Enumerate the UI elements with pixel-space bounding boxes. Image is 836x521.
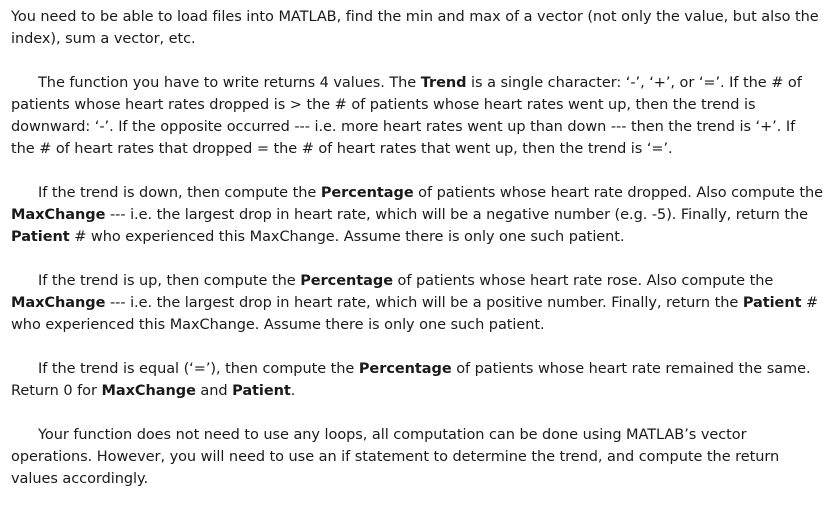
paragraph-trend — [11, 72, 823, 160]
bold-term: MaxChange — [11, 207, 106, 223]
text-run: If the trend is down, then compute the — [38, 185, 321, 201]
text-run: Your function does not need to use any loops, all computation can be done using MATLAB’s vector operations. However, you will need to use an if statement to determine the trend, and compute the return values accordingly. — [11, 427, 780, 487]
text-run: --- i.e. the largest drop in heart rate, which will be a negative number (e.g. -5). Finally, return the — [105, 207, 808, 223]
text-run: If the trend is equal (‘=’), then compute the — [38, 361, 359, 377]
text-run: is a single character: ‘-’, ‘+’, or ‘=’. If the # of patients whose heart rates dropped is > the # of patients whose heart rates went up, then the trend is downward: ‘-’. If the opposite occurred --- i.e. more heart rates went up than down --- then the trend is ‘+’. If the # of heart rates that dropped = the # of heart rates that went up, then the trend is ‘=’. — [11, 75, 802, 157]
bold-term: Patient — [232, 383, 291, 399]
text-run: # who experienced this MaxChange. Assume there is only one such patient. — [11, 295, 819, 333]
text-run: . — [290, 383, 296, 399]
text-run: and — [195, 383, 233, 399]
text-run: of patients whose heart rate rose. Also compute the — [392, 273, 774, 289]
bold-term: Patient — [11, 229, 70, 245]
text-run: If the trend is up, then compute the — [38, 273, 301, 289]
bold-term: Percentage — [300, 273, 393, 289]
paragraph-trend-down — [11, 182, 823, 248]
bold-term: Percentage — [358, 361, 452, 377]
bold-term: Patient — [742, 295, 802, 311]
bold-term: MaxChange — [11, 295, 106, 311]
text-run: of patients whose heart rate dropped. Also compute the — [413, 185, 823, 201]
text-run: The function you have to write returns 4 values. The — [38, 75, 421, 91]
text-run: # who experienced this MaxChange. Assume there is only one such patient. — [69, 229, 625, 245]
text-run: --- i.e. the largest drop in heart rate, which will be a positive number. Finally, return the — [105, 295, 743, 311]
paragraph-intro — [11, 6, 823, 50]
text-run: of patients whose heart rate remained the same. Return 0 for — [11, 361, 811, 399]
bold-term: Trend — [420, 75, 467, 91]
bold-term: Percentage — [320, 185, 414, 201]
paragraph-trend-equal — [11, 358, 823, 402]
text-run: You need to be able to load files into MATLAB, find the min and max of a vector (not only the value, but also the index), sum a vector, etc. — [11, 9, 819, 47]
paragraph-trend-up — [11, 270, 823, 336]
paragraph-vector-ops — [11, 424, 823, 490]
bold-term: MaxChange — [101, 383, 196, 399]
